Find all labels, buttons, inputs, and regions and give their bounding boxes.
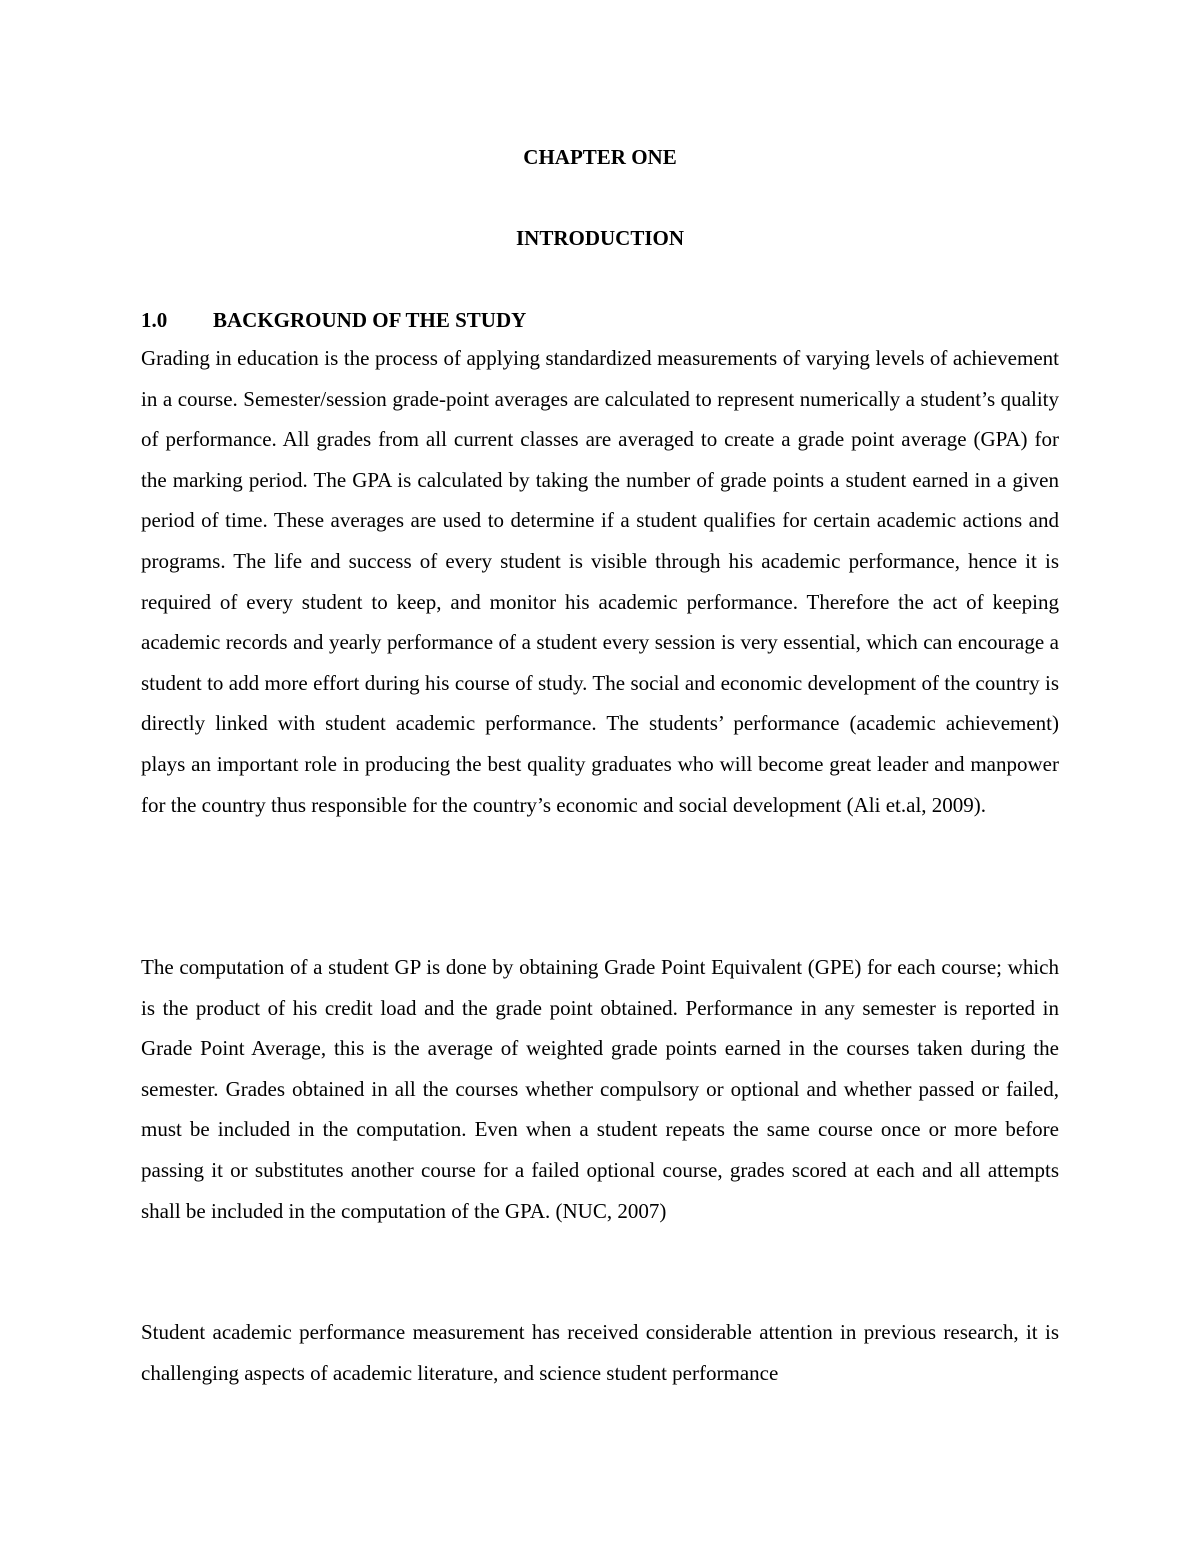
section-title: BACKGROUND OF THE STUDY	[213, 308, 527, 332]
chapter-heading: CHAPTER ONE	[523, 145, 677, 169]
section-heading	[141, 308, 526, 332]
paragraph-gp-computation: The computation of a student GP is done by obtaining Grade Point Equivalent (GPE) for each course; which is the product of his credit load and the grade point obtained. Performance in any semester is reported in Grade Point Average, this is the average of weighted grade points earned in the courses taken during the semester. Grades obtained in all the courses whether compulsory or optional and whether passed or failed, must be included in the computation. Even when a student repeats the same course once or more before passing it or substitutes another course for a failed optional course, grades scored at each and all attempts shall be included in the computation of the GPA. (NUC, 2007)	[141, 955, 1059, 1223]
paragraph-background: Grading in education is the process of applying standardized measurements of varying levels of achievement in a course. Semester/session grade-point averages are calculated to represent numerically a student’s quality of performance. All grades from all current classes are averaged to create a grade point average (GPA) for the marking period. The GPA is calculated by taking the number of grade points a student earned in a given period of time. These averages are used to determine if a student qualifies for certain academic actions and programs. The life and success of every student is visible through his academic performance, hence it is required of every student to keep, and monitor his academic performance. Therefore the act of keeping academic records and yearly performance of a student every session is very essential, which can encourage a student to add more effort during his course of study. The social and economic development of the country is directly linked with student academic performance. The students’ performance (academic achievement) plays an important role in producing the best quality graduates who will become great leader and manpower for the country thus responsible for the country’s economic and social development (Ali et.al, 2009).	[141, 346, 1059, 817]
page-title: INTRODUCTION	[515, 226, 685, 250]
section-number: 1.0	[141, 308, 168, 332]
paragraph-performance-measurement: Student academic performance measurement has received considerable attention in previous research, it is challenging aspects of academic literature, and science student performance	[141, 1320, 1059, 1385]
